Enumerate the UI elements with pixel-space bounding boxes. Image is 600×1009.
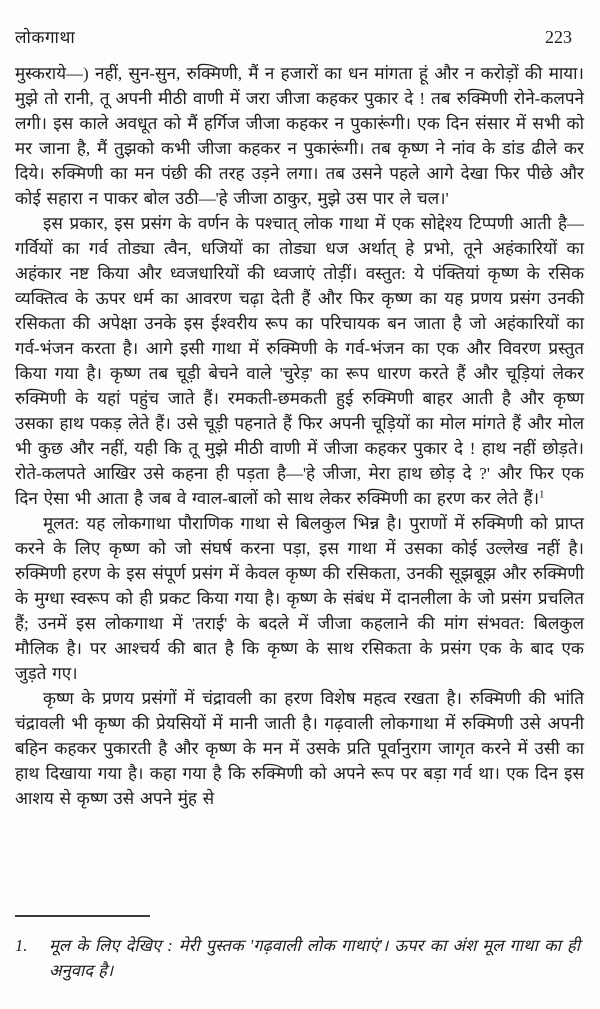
footnote — [15, 933, 584, 983]
page-body — [15, 61, 584, 811]
footnote-section — [15, 915, 584, 983]
paragraph-text: मूलत: यह लोकगाथा पौराणिक गाथा से बिलकुल भिन्न है। पुराणों में रुक्मिणी को प्राप्त करने के लिए कृष्ण को जो संघर्ष करना पड़ा, इस गाथा में उसका कोई उल्लेख नहीं है। रुक्मिणी हरण के इस संपूर्ण प्रसंग में केवल कृष्ण की रसिकता, उनकी सूझबूझ और रुक्मिणी के मुग्धा स्वरूप को ही प्रकट किया गया है। कृष्ण के संबंध में दानलीला के जो प्रसंग प्रचलित हैं; उनमें इस लोकगाथा में 'तराई' के बदले में जीजा कहलाने की मांग संभवत: बिलकुल मौलिक है। पर आश्चर्य की बात है कि कृष्ण के साथ रसिकता के प्रसंग एक के बाद एक जुड़ते गए। — [15, 514, 584, 683]
page-header — [15, 26, 584, 49]
footnote-marker: 1. — [15, 936, 28, 955]
page-number: 223 — [545, 27, 572, 47]
footnote-divider — [15, 915, 150, 917]
paragraph — [15, 211, 584, 511]
running-title: लोकगाथा — [15, 28, 76, 47]
paragraph — [15, 61, 584, 211]
paragraph-text: मुस्कराये—) नहीं, सुन-सुन, रुक्मिणी, मैं न हजारों का धन मांगता हूं और न करोड़ों की माया। मुझे तो रानी, तू अपनी मीठी वाणी में जरा जीजा कहकर पुकार दे ! तब रुक्मिणी रोने-कलपने लगी। इस काले अवधूत को मैं हर्गिज जीजा कहकर न पुकारूंगी। एक दिन संसार में सभी को मर जाना है, मैं तुझको कभी जीजा कहकर न पुकारूंगी। तब कृष्ण ने नांव के डांड ढीले कर दिये। रुक्मिणी का मन पंछी की तरह उड़ने लगा। तब उसने पहले आगे देखा फिर पीछे और कोई सहारा न पाकर बोल उठी—'हे जीजा ठाकुर, मुझे उस पार ले चल।' — [15, 64, 584, 208]
paragraph — [15, 686, 584, 811]
footnote-reference: 1 — [539, 488, 545, 501]
paragraph — [15, 511, 584, 686]
footnote-text: मूल के लिए देखिए : मेरी पुस्तक 'गढ़वाली लोक गाथाएं'। ऊपर का अंश मूल गाथा का ही अनुवाद है। — [49, 936, 580, 980]
paragraph-text: इस प्रकार, इस प्रसंग के वर्णन के पश्चात् लोक गाथा में एक सोद्देश्य टिप्पणी आती है—गर्वियों का गर्व तोड्या त्वैन, धजियों का तोड्या धज अर्थात् हे प्रभो, तूने अहंकारियों का अहंकार नष्ट किया और ध्वजधारियों की ध्वजाएं तोड़ीं। वस्तुत: ये पंक्तियां कृष्ण के रसिक व्यक्तित्व के ऊपर धर्म का आवरण चढ़ा देती हैं और फिर कृष्ण का यह प्रणय प्रसंग उनकी रसिकता की अपेक्षा उनके इस ईश्वरीय रूप का परिचायक बन जाता है जो अहंकारियों का गर्व-भंजन करता है। आगे इसी गाथा में रुक्मिणी के गर्व-भंजन का एक और विवरण प्रस्तुत किया गया है। कृष्ण तब चूड़ी बेचने वाले 'चुरेड़' का रूप धारण करते हैं और चूड़ियां लेकर रुक्मिणी के यहां पहुंच जाते हैं। रमकती-छमकती हुई रुक्मिणी बाहर आती है और कृष्ण उसका हाथ पकड़ लेते हैं। उसे चूड़ी पहनाते हैं फिर अपनी चूड़ियों का मोल मांगते हैं और मोल भी कुछ और नहीं, यही कि तू मुझे मीठी वाणी में जीजा कहकर पुकार दे ! हाथ नहीं छोड़ते। रोते-कलपते आखिर उसे कहना ही पड़ता है—'हे जीजा, मेरा हाथ छोड़ दे ?' और फिर एक दिन ऐसा भी आता है जब वे ग्वाल-बालों को साथ लेकर रुक्मिणी का हरण कर लेते हैं। — [15, 214, 584, 508]
paragraph-text: कृष्ण के प्रणय प्रसंगों में चंद्रावली का हरण विशेष महत्व रखता है। रुक्मिणी की भांति चंद्रावली भी कृष्ण की प्रेयसियों में मानी जाती है। गढ़वाली लोकगाथा में रुक्मिणी उसे अपनी बहिन कहकर पुकारती है और कृष्ण के मन में उसके प्रति पूर्वानुराग जागृत करने में उसी का हाथ दिखाया गया है। कहा गया है कि रुक्मिणी को अपने रूप पर बड़ा गर्व था। एक दिन इस आशय से कृष्ण उसे अपने मुंह से — [15, 689, 584, 808]
